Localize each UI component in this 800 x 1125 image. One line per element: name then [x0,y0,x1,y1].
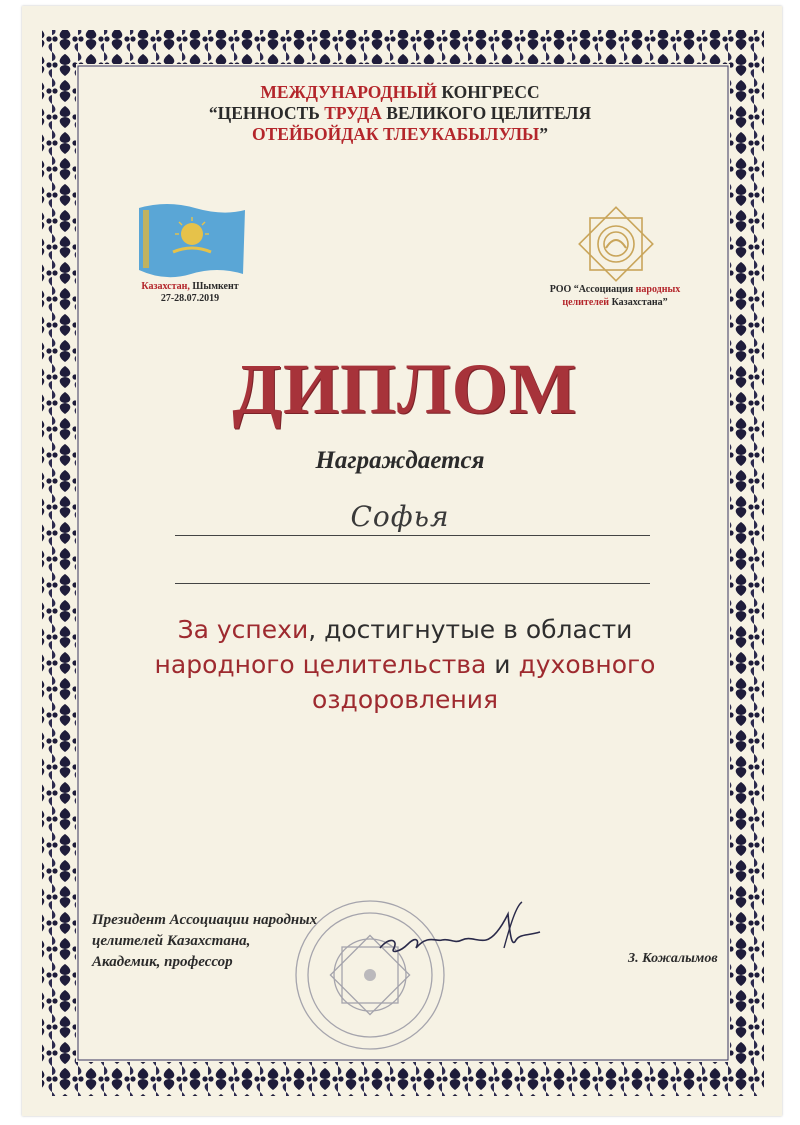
header-word: ” [539,124,548,144]
reason-part: За успехи [177,615,309,644]
header-word: ВЕЛИКОГО ЦЕЛИТЕЛЯ [381,103,592,123]
header-word: ТРУДА [324,103,382,123]
location-city: Шымкент [189,281,239,292]
congress-header [150,82,650,145]
assoc-word: народных [635,284,681,295]
reason-part: духовного [518,650,656,679]
signatory-title [92,910,392,973]
reason-part: и [486,650,519,679]
recipient-name: Софья [350,500,450,533]
header-word: МЕЖДУНАРОДНЫЙ [260,82,437,102]
second-underline [175,583,650,584]
reason-part: , достигнутые в области [308,615,633,644]
event-dates: 27-28.07.2019 [160,293,220,304]
assoc-word: РОО “Ассоциация [549,284,636,295]
event-location [110,281,270,305]
header-word: КОНГРЕСС [437,82,540,102]
signatory-line: целителей Казахстана, [92,933,251,949]
handwritten-signature [370,896,555,966]
reason-part: оздоровления [311,685,499,714]
signatory-name: З. Кожалымов [628,951,718,966]
awarded-label: Награждается [315,447,485,474]
award-reason [120,612,690,717]
reason-part: народного целительства [154,650,487,679]
assoc-word: целителей [562,297,610,308]
kazakhstan-flag-icon [137,200,247,280]
signatory-line: Президент Ассоциации народных [92,912,318,928]
location-city: Казахстан, [141,281,190,292]
signatory-line: Академик, профессор [92,954,233,970]
name-underline [175,535,650,536]
header-word: “ЦЕННОСТЬ [208,103,325,123]
assoc-word: Казахстана” [609,297,668,308]
association-emblem-icon [574,202,658,286]
diploma-title: ДИПЛОМ [232,349,578,429]
association-name [505,283,725,309]
header-word: ОТЕЙБОЙДАК ТЛЕУКАБЫЛУЛЫ [252,124,540,144]
